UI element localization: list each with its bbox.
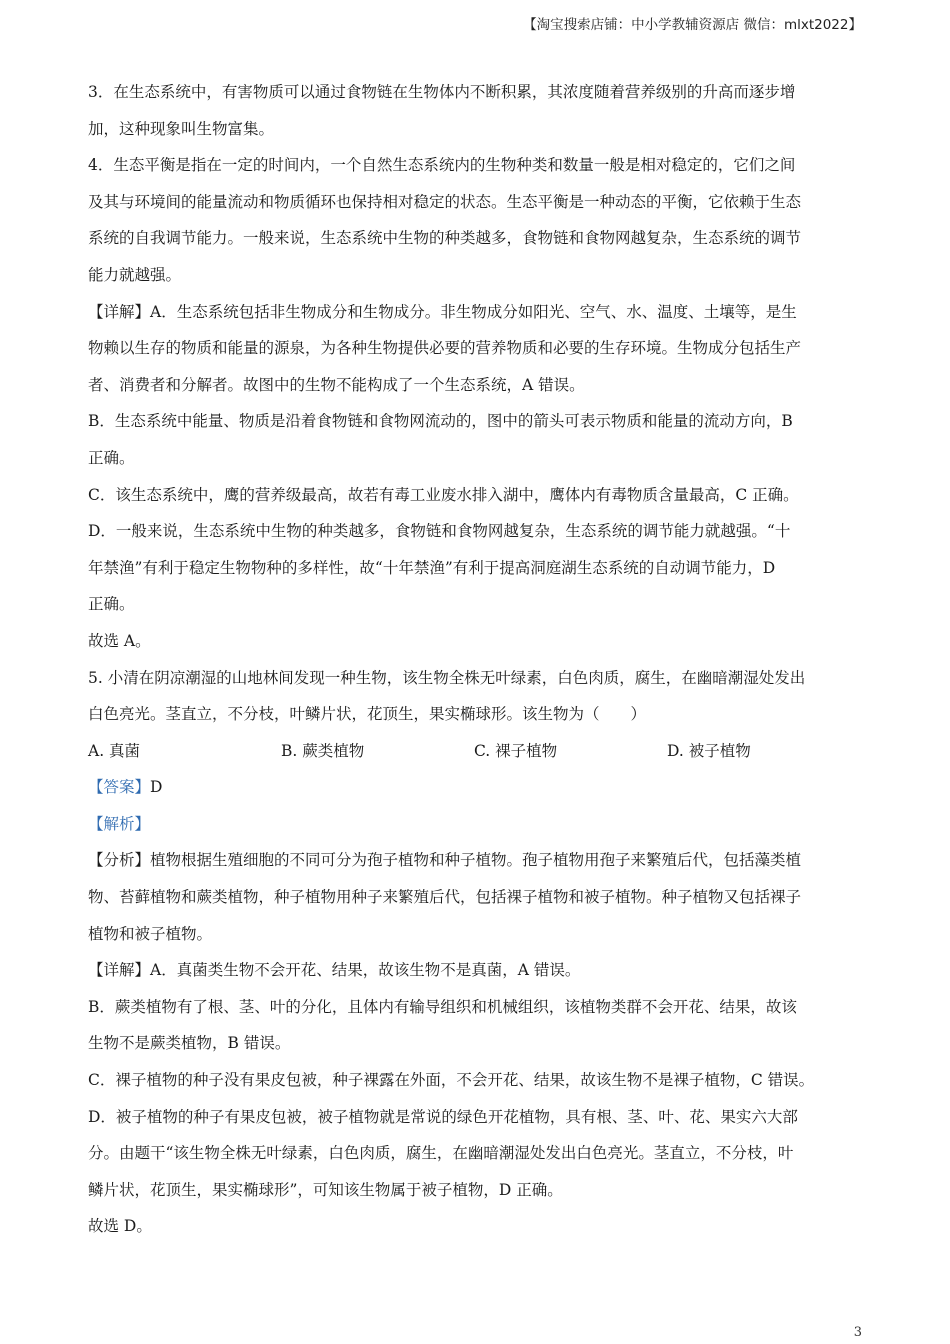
text-line: 故选 D。 <box>88 1217 152 1236</box>
text-line: 3．在生态系统中，有害物质可以通过食物链在生物体内不断积累，其浓度随着营养级别的升高而逐步增 <box>88 83 796 101</box>
text-line: 者、消费者和分解者。故图中的生物不能构成了一个生态系统，A 错误。 <box>88 375 585 394</box>
text-line: 生物不是蕨类植物，B 错误。 <box>88 1034 291 1053</box>
text-line: 故选 A。 <box>88 631 151 650</box>
option-d: D. 被子植物 <box>667 741 751 760</box>
text-line: C．裸子植物的种子没有果皮包被，种子裸露在外面，不会开花、结果，故该生物不是裸子植物，C 错误。 <box>88 1071 815 1090</box>
text-line: 能力就越强。 <box>88 265 182 284</box>
text-line: 年禁渔”有利于稳定生物物种的多样性，故“十年禁渔”有利于提高洞庭湖生态系统的自动调节能力，D <box>88 558 776 577</box>
text-line: 正确。 <box>88 595 135 614</box>
text-line: 4．生态平衡是指在一定的时间内，一个自然生态系统内的生物种类和数量一般是相对稳定的，它们之间 <box>88 156 796 175</box>
option-a: A. 真菌 <box>88 741 141 760</box>
question-stem: 白色亮光。茎直立，不分枝，叶鳞片状，花顶生，果实椭球形。该生物为（ ） <box>88 705 647 724</box>
page-number: 3 <box>853 1325 862 1340</box>
option-c: C. 裸子植物 <box>474 741 558 760</box>
text-line: 【分析】植物根据生殖细胞的不同可分为孢子植物和种子植物。孢子植物用孢子来繁殖后代，包括藻类植 <box>88 851 802 870</box>
text-line: 物、苔藓植物和蕨类植物，种子植物用种子来繁殖后代，包括裸子植物和被子植物。种子植物又包括裸子 <box>88 888 802 907</box>
analysis-label: 【解析】 <box>88 814 151 833</box>
question-stem: 5. 小清在阴凉潮湿的山地林间发现一种生物，该生物全株无叶绿素，白色肉质，腐生，在幽暗潮湿处发出 <box>88 668 806 687</box>
text-line: 系统的自我调节能力。一般来说，生态系统中生物的种类越多，食物链和食物网越复杂，生态系统的调节 <box>88 229 802 248</box>
answer-options <box>88 733 860 770</box>
text-line: 鳞片状，花顶生，果实椭球形”，可知该生物属于被子植物，D 正确。 <box>88 1180 563 1199</box>
text-line: B．生态系统中能量、物质是沿着食物链和食物网流动的，图中的箭头可表示物质和能量的流动方向，B <box>88 412 793 431</box>
page-header: 【淘宝搜索店铺：中小学教辅资源店 微信：mlxt2022】 <box>523 17 862 33</box>
text-line: 分。由题干“该生物全株无叶绿素，白色肉质，腐生，在幽暗潮湿处发出白色亮光。茎直立，不分枝，叶 <box>88 1144 794 1163</box>
answer-value: D <box>150 778 163 797</box>
document-body <box>88 74 860 1245</box>
text-line: D．被子植物的种子有果皮包被，被子植物就是常说的绿色开花植物，具有根、茎、叶、花、果实六大部 <box>88 1107 798 1126</box>
text-line: B．蕨类植物有了根、茎、叶的分化，且体内有输导组织和机械组织，该植物类群不会开花、结果，故该 <box>88 997 797 1016</box>
answer-line <box>88 769 860 806</box>
text-line: 物赖以生存的物质和能量的源泉，为各种生物提供必要的营养物质和必要的生存环境。生物成分包括生产 <box>88 339 802 358</box>
answer-label: 【答案】 <box>88 778 151 797</box>
text-line: 正确。 <box>88 448 135 467</box>
text-line: 【详解】A．真菌类生物不会开花、结果，故该生物不是真菌，A 错误。 <box>88 961 581 980</box>
option-b: B. 蕨类植物 <box>281 741 365 760</box>
text-line: 加，这种现象叫生物富集。 <box>88 119 275 138</box>
text-line: 植物和被子植物。 <box>88 924 213 943</box>
text-line: 【详解】A．生态系统包括非生物成分和生物成分。非生物成分如阳光、空气、水、温度、土壤等，是生 <box>88 302 797 321</box>
text-line: 及其与环境间的能量流动和物质循环也保持相对稳定的状态。生态平衡是一种动态的平衡，它依赖于生态 <box>88 192 802 211</box>
text-line: D．一般来说，生态系统中生物的种类越多，食物链和食物网越复杂，生态系统的调节能力就越强。“十 <box>88 522 791 541</box>
text-line: C．该生态系统中，鹰的营养级最高，故若有毒工业废水排入湖中，鹰体内有毒物质含量最高，C 正确。 <box>88 485 799 504</box>
